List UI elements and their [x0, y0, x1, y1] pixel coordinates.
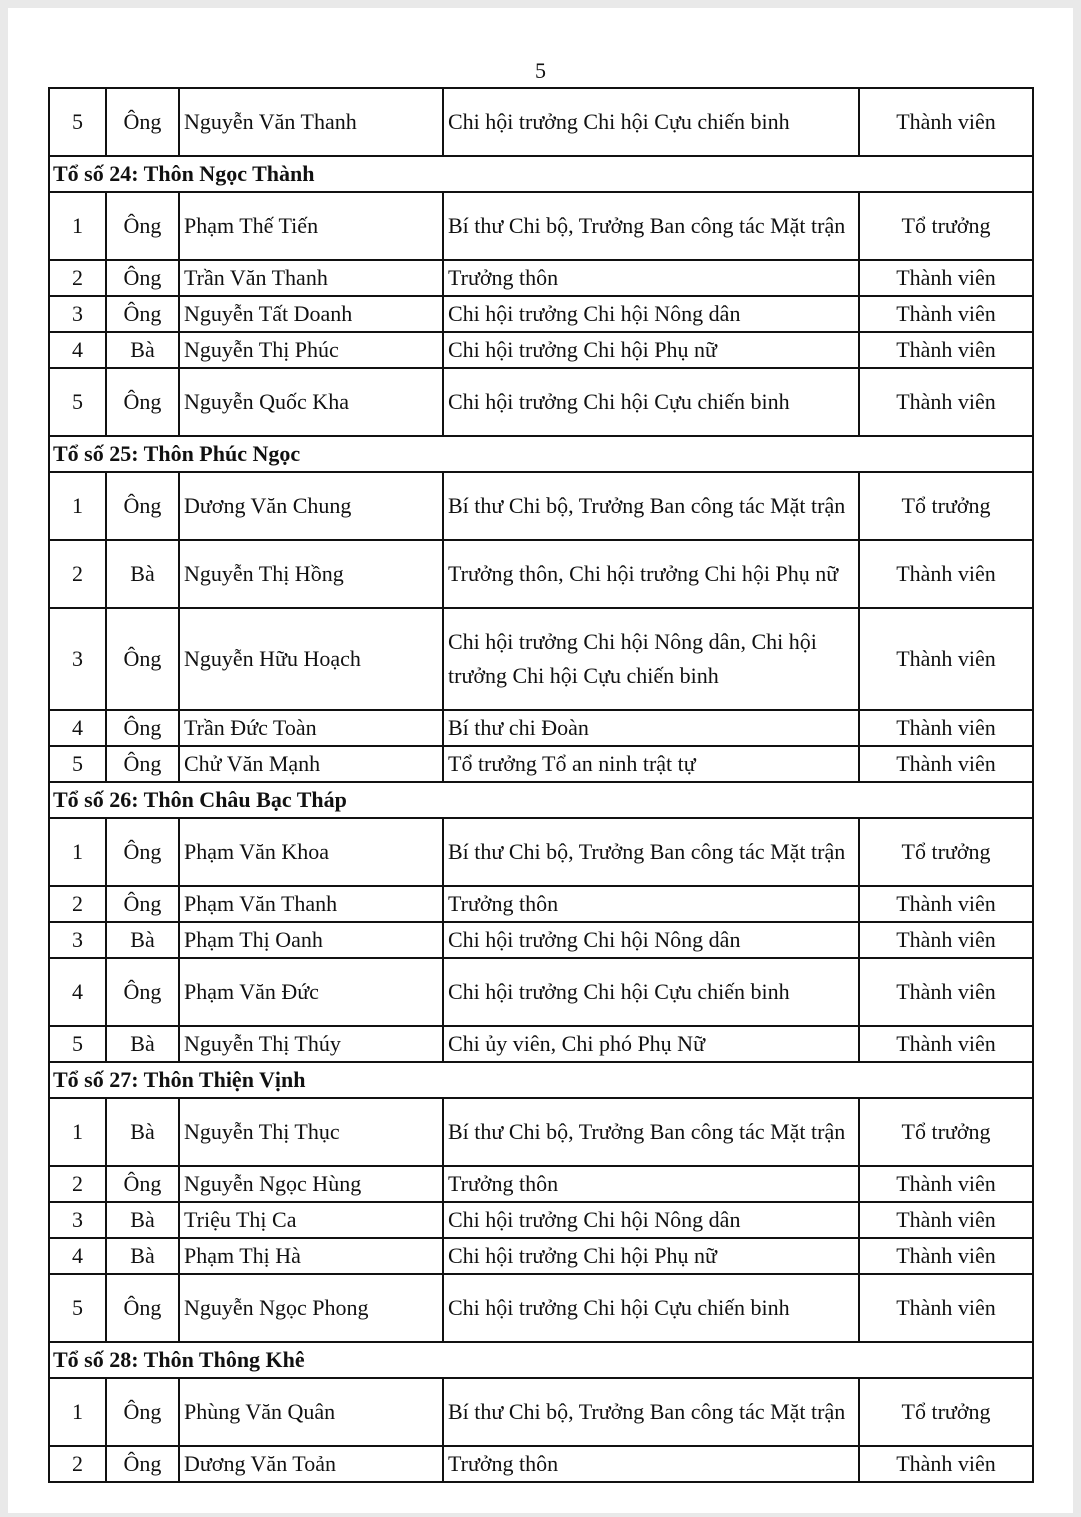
salutation-cell: Ông	[106, 260, 179, 296]
table-row	[49, 958, 1033, 1026]
member-name-cell: Triệu Thị Ca	[179, 1202, 443, 1238]
member-name-cell: Dương Văn Chung	[179, 472, 443, 540]
table-row	[49, 192, 1033, 260]
position-cell: Thành viên	[859, 332, 1033, 368]
salutation-cell: Ông	[106, 818, 179, 886]
row-number: 1	[49, 192, 106, 260]
salutation-cell: Bà	[106, 1026, 179, 1062]
row-number: 2	[49, 1166, 106, 1202]
row-number: 2	[49, 1446, 106, 1482]
salutation-cell: Ông	[106, 296, 179, 332]
row-number: 1	[49, 1098, 106, 1166]
row-number: 5	[49, 368, 106, 436]
table-row	[49, 296, 1033, 332]
member-name-cell: Phạm Văn Đức	[179, 958, 443, 1026]
salutation-cell: Ông	[106, 958, 179, 1026]
table-row	[49, 1378, 1033, 1446]
row-number: 4	[49, 710, 106, 746]
position-cell: Thành viên	[859, 88, 1033, 156]
member-name-cell: Nguyễn Tất Doanh	[179, 296, 443, 332]
position-cell: Thành viên	[859, 608, 1033, 710]
salutation-cell: Ông	[106, 710, 179, 746]
role-cell: Bí thư Chi bộ, Trưởng Ban công tác Mặt trận	[443, 818, 859, 886]
salutation-cell: Ông	[106, 1378, 179, 1446]
role-cell: Tổ trưởng Tổ an ninh trật tự	[443, 746, 859, 782]
member-name-cell: Nguyễn Thị Thúy	[179, 1026, 443, 1062]
group-title: Tổ số 25: Thôn Phúc Ngọc	[49, 436, 1033, 472]
group-title: Tổ số 27: Thôn Thiện Vịnh	[49, 1062, 1033, 1098]
salutation-cell: Ông	[106, 1446, 179, 1482]
table-row	[49, 922, 1033, 958]
row-number: 2	[49, 540, 106, 608]
position-cell: Thành viên	[859, 540, 1033, 608]
member-name-cell: Nguyễn Thị Hồng	[179, 540, 443, 608]
salutation-cell: Ông	[106, 368, 179, 436]
member-name-cell: Nguyễn Văn Thanh	[179, 88, 443, 156]
row-number: 3	[49, 922, 106, 958]
role-cell: Chi hội trưởng Chi hội Nông dân	[443, 1202, 859, 1238]
position-cell: Thành viên	[859, 1446, 1033, 1482]
salutation-cell: Ông	[106, 608, 179, 710]
position-cell: Thành viên	[859, 260, 1033, 296]
position-cell: Thành viên	[859, 922, 1033, 958]
salutation-cell: Bà	[106, 1238, 179, 1274]
row-number: 3	[49, 1202, 106, 1238]
position-cell: Tổ trưởng	[859, 192, 1033, 260]
position-cell: Thành viên	[859, 296, 1033, 332]
salutation-cell: Ông	[106, 1274, 179, 1342]
member-name-cell: Phùng Văn Quân	[179, 1378, 443, 1446]
group-title: Tổ số 26: Thôn Châu Bạc Tháp	[49, 782, 1033, 818]
table-row	[49, 260, 1033, 296]
role-cell: Chi ủy viên, Chi phó Phụ Nữ	[443, 1026, 859, 1062]
role-cell: Chi hội trưởng Chi hội Cựu chiến binh	[443, 368, 859, 436]
member-table-body	[49, 88, 1033, 1482]
table-row	[49, 710, 1033, 746]
position-cell: Tổ trưởng	[859, 1098, 1033, 1166]
row-number: 4	[49, 958, 106, 1026]
member-name-cell: Phạm Văn Thanh	[179, 886, 443, 922]
position-cell: Thành viên	[859, 1202, 1033, 1238]
salutation-cell: Ông	[106, 472, 179, 540]
table-row	[49, 472, 1033, 540]
group-header-row	[49, 436, 1033, 472]
role-cell: Chi hội trưởng Chi hội Phụ nữ	[443, 332, 859, 368]
position-cell: Thành viên	[859, 1026, 1033, 1062]
position-cell: Thành viên	[859, 1274, 1033, 1342]
position-cell: Thành viên	[859, 958, 1033, 1026]
member-name-cell: Nguyễn Hữu Hoạch	[179, 608, 443, 710]
role-cell: Chi hội trưởng Chi hội Cựu chiến binh	[443, 88, 859, 156]
position-cell: Thành viên	[859, 368, 1033, 436]
role-cell: Chi hội trưởng Chi hội Nông dân	[443, 296, 859, 332]
salutation-cell: Ông	[106, 88, 179, 156]
role-cell: Chi hội trưởng Chi hội Cựu chiến binh	[443, 1274, 859, 1342]
role-cell: Bí thư chi Đoàn	[443, 710, 859, 746]
row-number: 5	[49, 1274, 106, 1342]
table-row	[49, 746, 1033, 782]
salutation-cell: Ông	[106, 746, 179, 782]
row-number: 5	[49, 88, 106, 156]
position-cell: Thành viên	[859, 710, 1033, 746]
page-number: 5	[535, 58, 546, 83]
row-number: 1	[49, 1378, 106, 1446]
role-cell: Trưởng thôn	[443, 886, 859, 922]
table-row	[49, 1166, 1033, 1202]
member-name-cell: Phạm Văn Khoa	[179, 818, 443, 886]
table-row	[49, 1026, 1033, 1062]
row-number: 1	[49, 472, 106, 540]
role-cell: Trưởng thôn, Chi hội trưởng Chi hội Phụ nữ	[443, 540, 859, 608]
position-cell: Tổ trưởng	[859, 1378, 1033, 1446]
salutation-cell: Ông	[106, 192, 179, 260]
salutation-cell: Bà	[106, 540, 179, 608]
position-cell: Thành viên	[859, 1238, 1033, 1274]
row-number: 1	[49, 818, 106, 886]
role-cell: Chi hội trưởng Chi hội Nông dân	[443, 922, 859, 958]
row-number: 2	[49, 260, 106, 296]
salutation-cell: Bà	[106, 332, 179, 368]
position-cell: Thành viên	[859, 886, 1033, 922]
position-cell: Tổ trưởng	[859, 472, 1033, 540]
group-title: Tổ số 28: Thôn Thông Khê	[49, 1342, 1033, 1378]
role-cell: Trưởng thôn	[443, 1446, 859, 1482]
member-name-cell: Nguyễn Ngọc Hùng	[179, 1166, 443, 1202]
table-row	[49, 1202, 1033, 1238]
salutation-cell: Ông	[106, 886, 179, 922]
member-table	[48, 87, 1034, 1483]
group-header-row	[49, 782, 1033, 818]
role-cell: Chi hội trưởng Chi hội Nông dân, Chi hội trưởng Chi hội Cựu chiến binh	[443, 608, 859, 710]
table-row	[49, 540, 1033, 608]
position-cell: Thành viên	[859, 746, 1033, 782]
role-cell: Trưởng thôn	[443, 1166, 859, 1202]
role-cell: Chi hội trưởng Chi hội Phụ nữ	[443, 1238, 859, 1274]
row-number: 5	[49, 1026, 106, 1062]
row-number: 2	[49, 886, 106, 922]
row-number: 3	[49, 608, 106, 710]
table-row	[49, 1274, 1033, 1342]
member-name-cell: Nguyễn Thị Thục	[179, 1098, 443, 1166]
table-row	[49, 368, 1033, 436]
role-cell: Bí thư Chi bộ, Trưởng Ban công tác Mặt trận	[443, 472, 859, 540]
group-title: Tổ số 24: Thôn Ngọc Thành	[49, 156, 1033, 192]
row-number: 4	[49, 332, 106, 368]
position-cell: Tổ trưởng	[859, 818, 1033, 886]
member-name-cell: Phạm Thị Oanh	[179, 922, 443, 958]
salutation-cell: Bà	[106, 922, 179, 958]
member-name-cell: Trần Đức Toàn	[179, 710, 443, 746]
table-row	[49, 608, 1033, 710]
salutation-cell: Bà	[106, 1098, 179, 1166]
member-name-cell: Trần Văn Thanh	[179, 260, 443, 296]
salutation-cell: Ông	[106, 1166, 179, 1202]
role-cell: Bí thư Chi bộ, Trưởng Ban công tác Mặt trận	[443, 1378, 859, 1446]
role-cell: Chi hội trưởng Chi hội Cựu chiến binh	[443, 958, 859, 1026]
group-header-row	[49, 1342, 1033, 1378]
row-number: 4	[49, 1238, 106, 1274]
member-name-cell: Dương Văn Toản	[179, 1446, 443, 1482]
position-cell: Thành viên	[859, 1166, 1033, 1202]
document-page	[8, 8, 1073, 1513]
row-number: 3	[49, 296, 106, 332]
table-row	[49, 332, 1033, 368]
group-header-row	[49, 1062, 1033, 1098]
group-header-row	[49, 156, 1033, 192]
role-cell: Bí thư Chi bộ, Trưởng Ban công tác Mặt trận	[443, 192, 859, 260]
table-row	[49, 818, 1033, 886]
table-row	[49, 1098, 1033, 1166]
table-row	[49, 88, 1033, 156]
table-row	[49, 1238, 1033, 1274]
role-cell: Trưởng thôn	[443, 260, 859, 296]
member-name-cell: Chử Văn Mạnh	[179, 746, 443, 782]
table-row	[49, 1446, 1033, 1482]
role-cell: Bí thư Chi bộ, Trưởng Ban công tác Mặt trận	[443, 1098, 859, 1166]
row-number: 5	[49, 746, 106, 782]
member-name-cell: Phạm Thế Tiến	[179, 192, 443, 260]
salutation-cell: Bà	[106, 1202, 179, 1238]
table-row	[49, 886, 1033, 922]
member-name-cell: Phạm Thị Hà	[179, 1238, 443, 1274]
member-name-cell: Nguyễn Thị Phúc	[179, 332, 443, 368]
member-name-cell: Nguyễn Quốc Kha	[179, 368, 443, 436]
member-name-cell: Nguyễn Ngọc Phong	[179, 1274, 443, 1342]
